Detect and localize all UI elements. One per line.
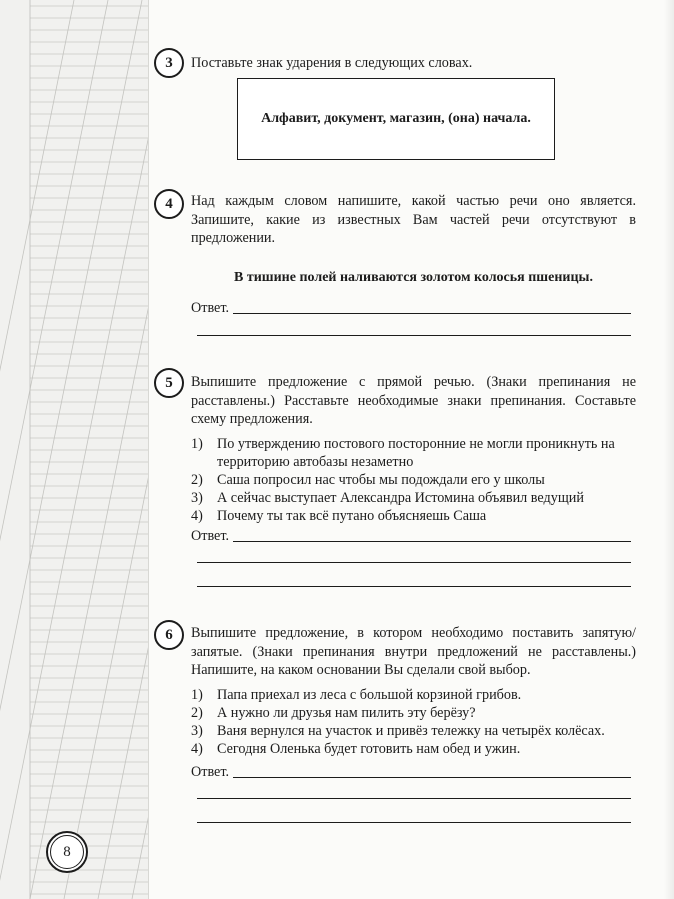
task-3-number: 3 (154, 48, 184, 78)
margin-strip (0, 0, 149, 899)
task-4-answer[interactable] (191, 299, 631, 317)
task-3-text: Поставьте знак ударения в следующих словах. (191, 55, 473, 71)
task-5-options (191, 435, 641, 525)
task-6-options (191, 686, 641, 758)
list-item: 3) А сейчас выступает Александра Истомина объявил ведущий (191, 490, 584, 506)
answer-line[interactable] (197, 586, 631, 587)
task-5-text: Выпишите предложение с прямой речью. (Знаки препинания не расставлены.) Расставьте необходимые знаки препинания. Составьте схему предложения. (191, 374, 636, 427)
answer-label: Ответ. (191, 300, 230, 316)
answer-line[interactable] (197, 822, 631, 823)
task-6-number: 6 (154, 620, 184, 650)
task-4-text: Над каждым словом напишите, какой частью речи оно является. Запишите, какие из известных Вам частей речи отсутствуют в предложении. (191, 193, 636, 246)
margin-lines (0, 0, 148, 899)
page-number: 8 (46, 831, 88, 873)
answer-line[interactable] (233, 541, 631, 542)
list-item: 3) Ваня вернулся на участок и привёз тележку на четырёх колёсах. (191, 723, 605, 739)
list-item: 2) Саша попросил нас чтобы мы подождали его у школы (191, 472, 545, 488)
answer-label: Ответ. (191, 764, 230, 780)
list-item: 4) Почему ты так всё путано объясняешь Саша (191, 508, 487, 524)
answer-line[interactable] (233, 777, 631, 778)
list-item: 1) Папа приехал из леса с большой корзиной грибов. (191, 687, 522, 703)
task-4-sentence: В тишине полей наливаются золотом колосья пшеницы. (234, 270, 593, 285)
answer-label: Ответ. (191, 528, 230, 544)
task-6-answer[interactable] (191, 763, 631, 781)
answer-line[interactable] (197, 335, 631, 336)
page-edge (664, 0, 674, 899)
task-3-word-box: Алфавит, документ, магазин, (она) начала. (237, 78, 555, 160)
list-item: 2) А нужно ли друзья нам пилить эту берёзу? (191, 705, 476, 721)
list-item: 1) По утверждению постового посторонние не могли проникнуть на территорию автобазы незаметно (191, 436, 615, 470)
answer-line[interactable] (197, 562, 631, 563)
task-5-answer[interactable] (191, 527, 631, 545)
task-4-number: 4 (154, 189, 184, 219)
task-6-text: Выпишите предложение, в котором необходимо поставить запятую/запятые. (Знаки препинания внутри предложений не расставлены.) Напишите, на каком основании Вы сделали свой выбор. (191, 625, 636, 678)
answer-line[interactable] (233, 313, 631, 314)
task-5-number: 5 (154, 368, 184, 398)
answer-line[interactable] (197, 798, 631, 799)
list-item: 4) Сегодня Оленька будет готовить нам обед и ужин. (191, 741, 521, 757)
